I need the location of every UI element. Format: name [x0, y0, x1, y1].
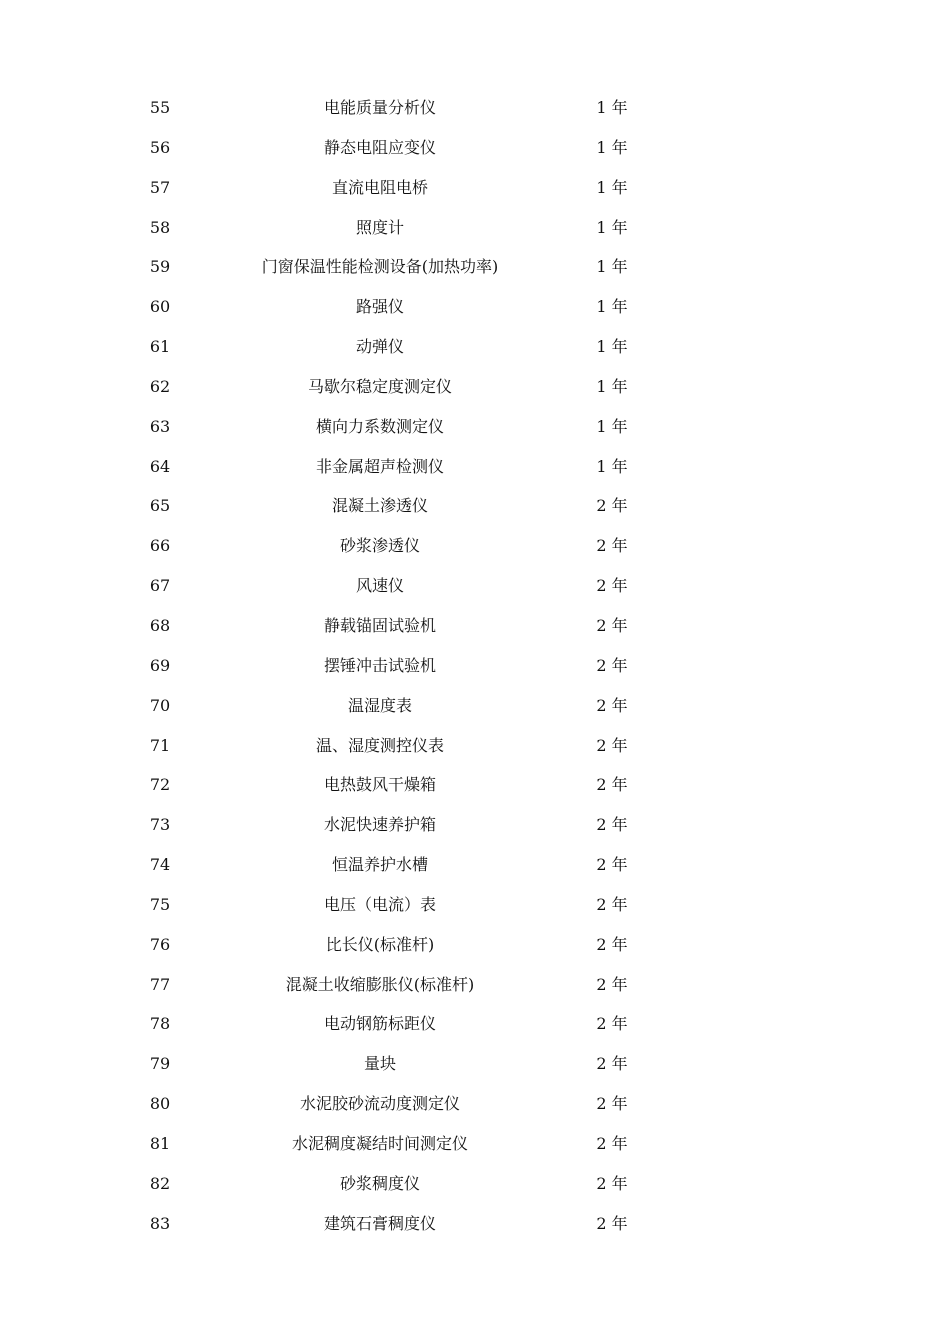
table-row: [0, 646, 950, 686]
calibration-period: 1 年: [596, 456, 628, 476]
calibration-period: 1 年: [596, 217, 628, 237]
instrument-name: 温湿度表: [347, 695, 412, 715]
calibration-period: 2 年: [596, 615, 628, 635]
instrument-name: 水泥稠度凝结时间测定仪: [291, 1133, 468, 1153]
table-row: [0, 606, 950, 646]
row-number: 70: [149, 695, 171, 715]
instrument-name: 摆锤冲击试验机: [323, 655, 436, 675]
calibration-period: 1 年: [596, 297, 628, 317]
calibration-period: 2 年: [596, 576, 628, 596]
table-row: [0, 805, 950, 845]
table-row: [0, 327, 950, 367]
instrument-name: 静态电阻应变仪: [323, 137, 436, 157]
instrument-name: 照度计: [355, 217, 404, 237]
table-row: [0, 447, 950, 487]
calibration-period: 1 年: [596, 337, 628, 357]
table-row: [0, 128, 950, 168]
row-number: 75: [149, 894, 171, 914]
table-row: [0, 287, 950, 327]
row-number: 64: [149, 456, 171, 476]
table-row: [0, 367, 950, 407]
instrument-name: 混凝土收缩膨胀仪(标准杆): [285, 974, 475, 994]
table-row: [0, 1124, 950, 1164]
instrument-name: 电热鼓风干燥箱: [323, 775, 436, 795]
instrument-name: 建筑石膏稠度仪: [323, 1213, 436, 1233]
instrument-name: 水泥快速养护箱: [323, 815, 436, 835]
table-row: [0, 1084, 950, 1124]
row-number: 81: [149, 1133, 171, 1153]
calibration-period: 2 年: [596, 1014, 628, 1034]
table-row: [0, 88, 950, 128]
row-number: 71: [149, 735, 171, 755]
instrument-name: 温、湿度测控仪表: [315, 735, 444, 755]
instrument-name: 门窗保温性能检测设备(加热功率): [261, 257, 499, 277]
calibration-period: 2 年: [596, 974, 628, 994]
instrument-name: 电压（电流）表: [323, 894, 436, 914]
row-number: 78: [149, 1014, 171, 1034]
calibration-period: 2 年: [596, 735, 628, 755]
table-row: [0, 925, 950, 965]
instrument-name: 量块: [363, 1054, 396, 1074]
row-number: 61: [149, 337, 171, 357]
instrument-name: 静载锚固试验机: [323, 615, 436, 635]
row-number: 77: [149, 974, 171, 994]
instrument-name: 电动钢筋标距仪: [323, 1014, 436, 1034]
calibration-period: 2 年: [596, 775, 628, 795]
instrument-name: 比长仪(标准杆): [325, 934, 435, 954]
table-row: [0, 726, 950, 766]
table-row: [0, 885, 950, 925]
table-row: [0, 168, 950, 208]
instrument-name: 水泥胶砂流动度测定仪: [299, 1094, 460, 1114]
row-number: 69: [149, 655, 171, 675]
row-number: 80: [149, 1094, 171, 1114]
row-number: 59: [149, 257, 171, 277]
instrument-name: 砂浆渗透仪: [339, 536, 420, 556]
row-number: 56: [149, 137, 171, 157]
calibration-period: 2 年: [596, 496, 628, 516]
table-row: [0, 566, 950, 606]
row-number: 67: [149, 576, 171, 596]
instrument-calibration-table: [0, 88, 950, 1243]
instrument-name: 恒温养护水槽: [331, 855, 428, 875]
table-row: [0, 407, 950, 447]
row-number: 66: [149, 536, 171, 556]
calibration-period: 2 年: [596, 1054, 628, 1074]
row-number: 57: [149, 177, 171, 197]
row-number: 74: [149, 855, 171, 875]
calibration-period: 2 年: [596, 815, 628, 835]
row-number: 63: [149, 416, 171, 436]
instrument-name: 动弹仪: [355, 337, 404, 357]
calibration-period: 1 年: [596, 416, 628, 436]
instrument-name: 马歇尔稳定度测定仪: [307, 376, 452, 396]
row-number: 65: [149, 496, 171, 516]
table-row: [0, 965, 950, 1005]
table-row: [0, 486, 950, 526]
row-number: 68: [149, 615, 171, 635]
table-row: [0, 247, 950, 287]
table-row: [0, 1004, 950, 1044]
row-number: 72: [149, 775, 171, 795]
table-row: [0, 526, 950, 566]
calibration-period: 2 年: [596, 695, 628, 715]
instrument-name: 横向力系数测定仪: [315, 416, 444, 436]
calibration-period: 2 年: [596, 1133, 628, 1153]
calibration-period: 2 年: [596, 855, 628, 875]
calibration-period: 1 年: [596, 137, 628, 157]
calibration-period: 2 年: [596, 655, 628, 675]
table-row: [0, 765, 950, 805]
table-row: [0, 1204, 950, 1244]
row-number: 76: [149, 934, 171, 954]
instrument-name: 电能质量分析仪: [323, 98, 436, 117]
row-number: 73: [149, 815, 171, 835]
table-row: [0, 1044, 950, 1084]
table-row: [0, 686, 950, 726]
instrument-name: 路强仪: [355, 297, 404, 317]
row-number: 55: [149, 98, 171, 117]
table-row: [0, 208, 950, 248]
instrument-name: 风速仪: [355, 576, 404, 596]
instrument-name: 混凝土渗透仪: [331, 496, 428, 516]
table-row: [0, 845, 950, 885]
row-number: 62: [149, 376, 171, 396]
row-number: 60: [149, 297, 171, 317]
calibration-period: 2 年: [596, 1173, 628, 1193]
row-number: 82: [149, 1173, 171, 1193]
instrument-name: 非金属超声检测仪: [315, 456, 444, 476]
calibration-period: 2 年: [596, 536, 628, 556]
calibration-period: 1 年: [596, 257, 628, 277]
calibration-period: 1 年: [596, 376, 628, 396]
table-row: [0, 1164, 950, 1204]
instrument-name: 直流电阻电桥: [331, 177, 428, 197]
calibration-period: 2 年: [596, 894, 628, 914]
calibration-period: 2 年: [596, 1094, 628, 1114]
row-number: 83: [149, 1213, 171, 1233]
calibration-period: 2 年: [596, 934, 628, 954]
calibration-period: 2 年: [596, 1213, 628, 1233]
instrument-name: 砂浆稠度仪: [339, 1173, 420, 1193]
row-number: 58: [149, 217, 171, 237]
calibration-period: 1 年: [596, 98, 628, 117]
calibration-period: 1 年: [596, 177, 628, 197]
row-number: 79: [149, 1054, 171, 1074]
